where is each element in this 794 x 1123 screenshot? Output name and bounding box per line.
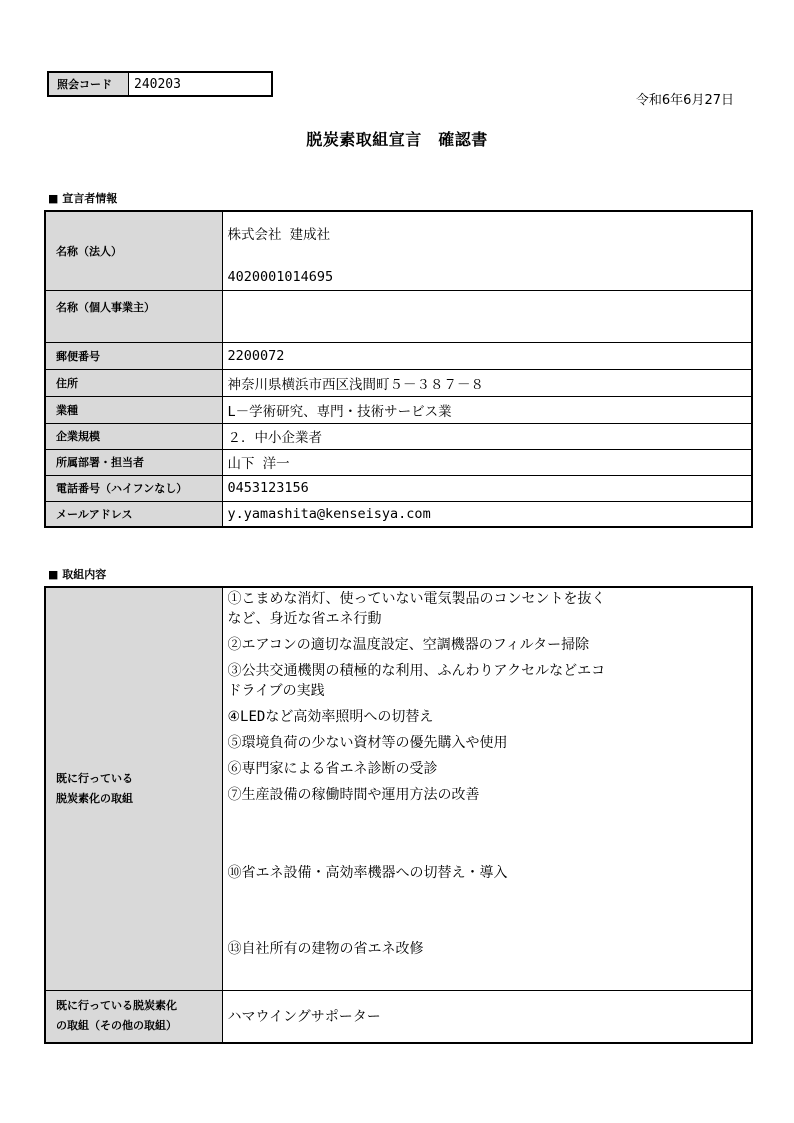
table-row — [45, 475, 752, 501]
corp-number-value: 4020001014695 — [227, 268, 334, 285]
document-title: 脱炭素取組宣言 確認書 — [306, 130, 488, 149]
action-7: ⑦生産設備の稼働時間や運用方法の改善 — [227, 787, 480, 803]
table-row — [45, 990, 752, 1043]
table-row — [45, 290, 752, 342]
action-3-line2: ドライブの実践 — [227, 683, 325, 699]
address-value: 神奈川県横浜市西区浅間町５－３８７－８ — [222, 369, 752, 396]
action-6: ⑥専門家による省エネ診断の受診 — [227, 761, 438, 777]
other-actions-label-line1: 既に行っている脱炭素化 — [56, 999, 177, 1013]
declarant-info-table — [44, 210, 753, 528]
table-row — [45, 396, 752, 423]
section-heading-declarant: ■ 宣言者情報 — [48, 192, 118, 205]
action-4: ④LEDなど高効率照明への切替え — [227, 709, 434, 725]
corp-name-label: 名称（法人） — [45, 211, 222, 290]
email-value: y.yamashita@kenseisya.com — [222, 501, 752, 527]
reference-code-label: 照会コード — [49, 73, 129, 95]
email-label: メールアドレス — [45, 501, 222, 527]
action-2: ②エアコンの適切な温度設定、空調機器のフィルター掃除 — [227, 637, 590, 653]
contact-person-value: 山下 洋一 — [222, 449, 752, 475]
section-heading-actions: ■ 取組内容 — [48, 568, 107, 581]
address-label: 住所 — [45, 369, 222, 396]
postal-code-value: 2200072 — [222, 342, 752, 369]
individual-name-value — [222, 290, 752, 342]
company-size-value: ２．中小企業者 — [222, 423, 752, 449]
action-10: ⑩省エネ設備・高効率機器への切替え・導入 — [227, 865, 508, 881]
table-row — [45, 501, 752, 527]
action-5: ⑤環境負荷の少ない資材等の優先購入や使用 — [227, 735, 508, 751]
actions-table — [44, 586, 753, 1044]
action-1-line2: など、身近な省エネ行動 — [227, 611, 382, 627]
phone-value: 0453123156 — [222, 475, 752, 501]
action-3-line1: ③公共交通機関の積極的な利用、ふんわりアクセルなどエコ — [227, 663, 606, 679]
other-actions-value: ハマウイングサポーター — [222, 990, 752, 1043]
other-actions-label-line2: の取組（その他の取組） — [56, 1019, 177, 1033]
table-row — [45, 587, 752, 990]
reference-code-value: 240203 — [134, 76, 181, 92]
action-13: ⑬自社所有の建物の省エネ改修 — [227, 941, 424, 957]
table-row — [45, 369, 752, 396]
existing-actions-label-line1: 既に行っている — [56, 771, 133, 785]
existing-actions-label — [45, 587, 222, 990]
contact-person-label: 所属部署・担当者 — [45, 449, 222, 475]
table-row — [45, 423, 752, 449]
table-row — [45, 449, 752, 475]
corp-name-value: 株式会社 建成社 — [227, 226, 331, 243]
document-date: 令和6年6月27日 — [635, 93, 734, 108]
corp-name-cell — [222, 211, 752, 290]
postal-code-label: 郵便番号 — [45, 342, 222, 369]
existing-actions-label-line2: 脱炭素化の取組 — [56, 791, 133, 805]
other-actions-label — [45, 990, 222, 1043]
phone-label: 電話番号（ハイフンなし） — [45, 475, 222, 501]
company-size-label: 企業規模 — [45, 423, 222, 449]
existing-actions-list — [222, 587, 752, 990]
reference-code-box — [47, 71, 273, 97]
industry-value: L－学術研究、専門・技術サービス業 — [222, 396, 752, 423]
table-row — [45, 342, 752, 369]
table-row — [45, 211, 752, 290]
action-1-line1: ①こまめな消灯、使っていない電気製品のコンセントを抜く — [227, 591, 606, 607]
individual-name-label: 名称（個人事業主） — [45, 290, 222, 342]
industry-label: 業種 — [45, 396, 222, 423]
